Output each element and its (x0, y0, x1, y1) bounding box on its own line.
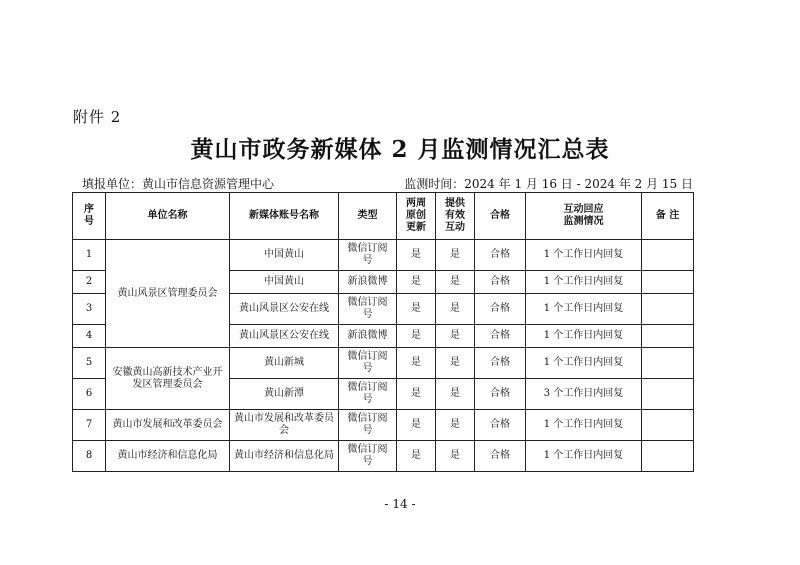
cell-updated: 是 (397, 410, 436, 441)
header-account: 新媒体账号名称 (230, 193, 339, 240)
table-header-row (73, 193, 694, 240)
cell-account: 黄山风景区公安在线 (230, 294, 339, 325)
header-response: 互动回应 监测情况 (526, 193, 642, 240)
cell-type: 新浪微博 (339, 325, 397, 348)
cell-response: 1 个工作日内回复 (526, 271, 642, 294)
cell-interaction: 是 (436, 325, 475, 348)
cell-response: 1 个工作日内回复 (526, 410, 642, 441)
cell-unit: 安徽黄山高新技术产业开 发区管理委员会 (106, 348, 230, 410)
cell-seq: 5 (73, 348, 106, 379)
cell-interaction: 是 (436, 240, 475, 271)
cell-remarks (642, 348, 694, 379)
cell-response: 1 个工作日内回复 (526, 240, 642, 271)
table-row (73, 240, 694, 271)
cell-updated: 是 (397, 271, 436, 294)
cell-unit: 黄山风景区管理委员会 (106, 240, 230, 348)
cell-type: 微信订阅 号 (339, 240, 397, 271)
cell-type: 微信订阅 号 (339, 348, 397, 379)
cell-response: 1 个工作日内回复 (526, 348, 642, 379)
cell-updated: 是 (397, 379, 436, 410)
cell-account: 黄山新潭 (230, 379, 339, 410)
cell-account: 中国黄山 (230, 240, 339, 271)
cell-unit: 黄山市发展和改革委员会 (106, 410, 230, 441)
cell-type: 微信订阅 号 (339, 410, 397, 441)
cell-remarks (642, 410, 694, 441)
cell-remarks (642, 379, 694, 410)
cell-updated: 是 (397, 348, 436, 379)
cell-account: 中国黄山 (230, 271, 339, 294)
cell-qualified: 合格 (475, 441, 526, 472)
cell-remarks (642, 325, 694, 348)
cell-response: 1 个工作日内回复 (526, 294, 642, 325)
header-seq: 序 号 (73, 193, 106, 240)
cell-seq: 6 (73, 379, 106, 410)
cell-interaction: 是 (436, 294, 475, 325)
cell-qualified: 合格 (475, 240, 526, 271)
cell-updated: 是 (397, 240, 436, 271)
cell-updated: 是 (397, 294, 436, 325)
cell-updated: 是 (397, 325, 436, 348)
cell-qualified: 合格 (475, 348, 526, 379)
cell-seq: 7 (73, 410, 106, 441)
header-unit: 单位名称 (106, 193, 230, 240)
table-row (73, 410, 694, 441)
cell-type: 新浪微博 (339, 271, 397, 294)
cell-seq: 2 (73, 271, 106, 294)
cell-remarks (642, 271, 694, 294)
cell-account: 黄山市经济和信息化局 (230, 441, 339, 472)
cell-qualified: 合格 (475, 379, 526, 410)
monitoring-table (72, 192, 694, 472)
attachment-label: 附件 2 (73, 108, 122, 126)
cell-seq: 1 (73, 240, 106, 271)
cell-type: 微信订阅 号 (339, 379, 397, 410)
cell-qualified: 合格 (475, 294, 526, 325)
cell-seq: 8 (73, 441, 106, 472)
cell-type: 微信订阅 号 (339, 441, 397, 472)
header-type: 类型 (339, 193, 397, 240)
table-row (73, 441, 694, 472)
cell-account: 黄山风景区公安在线 (230, 325, 339, 348)
cell-account: 黄山新城 (230, 348, 339, 379)
cell-unit: 黄山市经济和信息化局 (106, 441, 230, 472)
cell-account: 黄山市发展和改革委员 会 (230, 410, 339, 441)
header-updated: 两周 原创 更新 (397, 193, 436, 240)
cell-response: 1 个工作日内回复 (526, 441, 642, 472)
cell-response: 1 个工作日内回复 (526, 325, 642, 348)
cell-seq: 3 (73, 294, 106, 325)
cell-updated: 是 (397, 441, 436, 472)
page-title: 黄山市政务新媒体 2 月监测情况汇总表 (190, 136, 610, 163)
reporting-unit: 填报单位：黄山市信息资源管理中心 (82, 177, 275, 191)
cell-interaction: 是 (436, 271, 475, 294)
cell-interaction: 是 (436, 379, 475, 410)
monitoring-period: 监测时间：2024 年 1 月 16 日 - 2024 年 2 月 15 日 (404, 177, 693, 191)
cell-remarks (642, 441, 694, 472)
cell-response: 3 个工作日内回复 (526, 379, 642, 410)
page-number: - 14 - (384, 497, 416, 511)
cell-qualified: 合格 (475, 271, 526, 294)
header-remarks: 备 注 (642, 193, 694, 240)
cell-interaction: 是 (436, 441, 475, 472)
header-interaction: 提供 有效 互动 (436, 193, 475, 240)
cell-qualified: 合格 (475, 325, 526, 348)
cell-type: 微信订阅 号 (339, 294, 397, 325)
header-qualified: 合格 (475, 193, 526, 240)
cell-interaction: 是 (436, 410, 475, 441)
cell-remarks (642, 240, 694, 271)
cell-qualified: 合格 (475, 410, 526, 441)
cell-remarks (642, 294, 694, 325)
cell-seq: 4 (73, 325, 106, 348)
cell-interaction: 是 (436, 348, 475, 379)
table-row (73, 348, 694, 379)
